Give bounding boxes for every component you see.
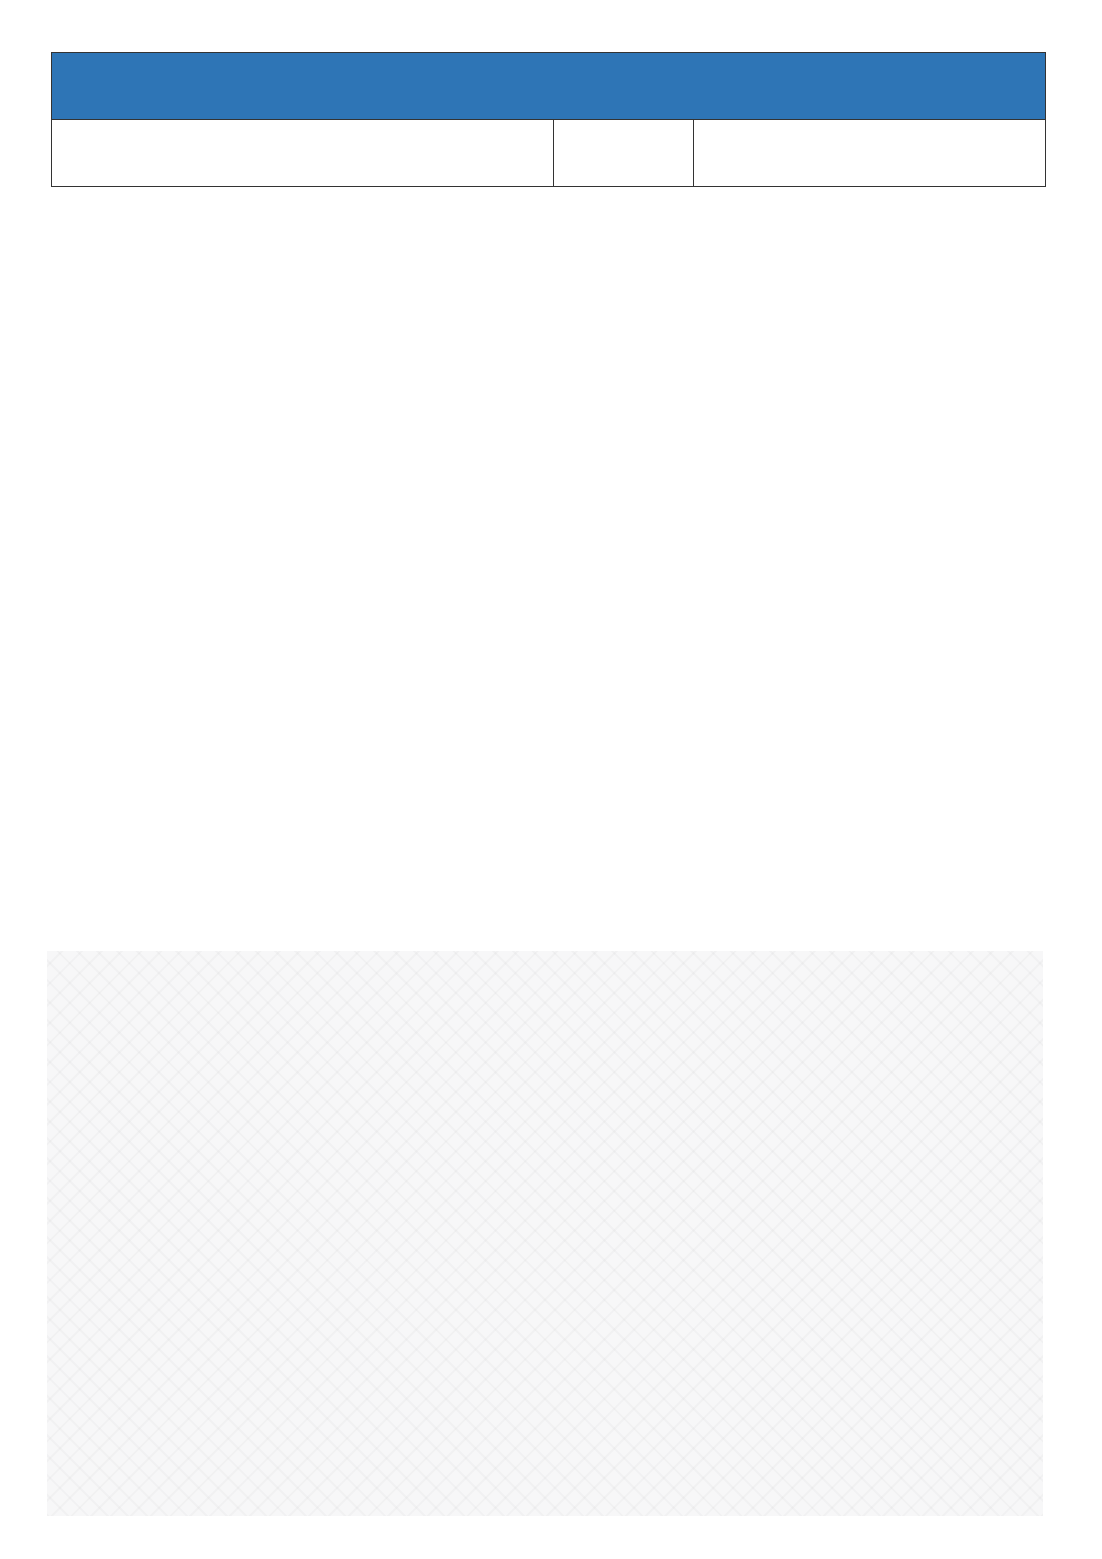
header-location [694,120,1046,187]
header-cabin-type [52,120,554,187]
cabin-distribution-table [51,52,1046,187]
header-quantity [554,120,694,187]
deck-labels [47,1532,1043,1559]
deck-plans [47,951,1043,1516]
table-title [52,53,1046,120]
deck-plan-drawing [47,951,1043,1516]
